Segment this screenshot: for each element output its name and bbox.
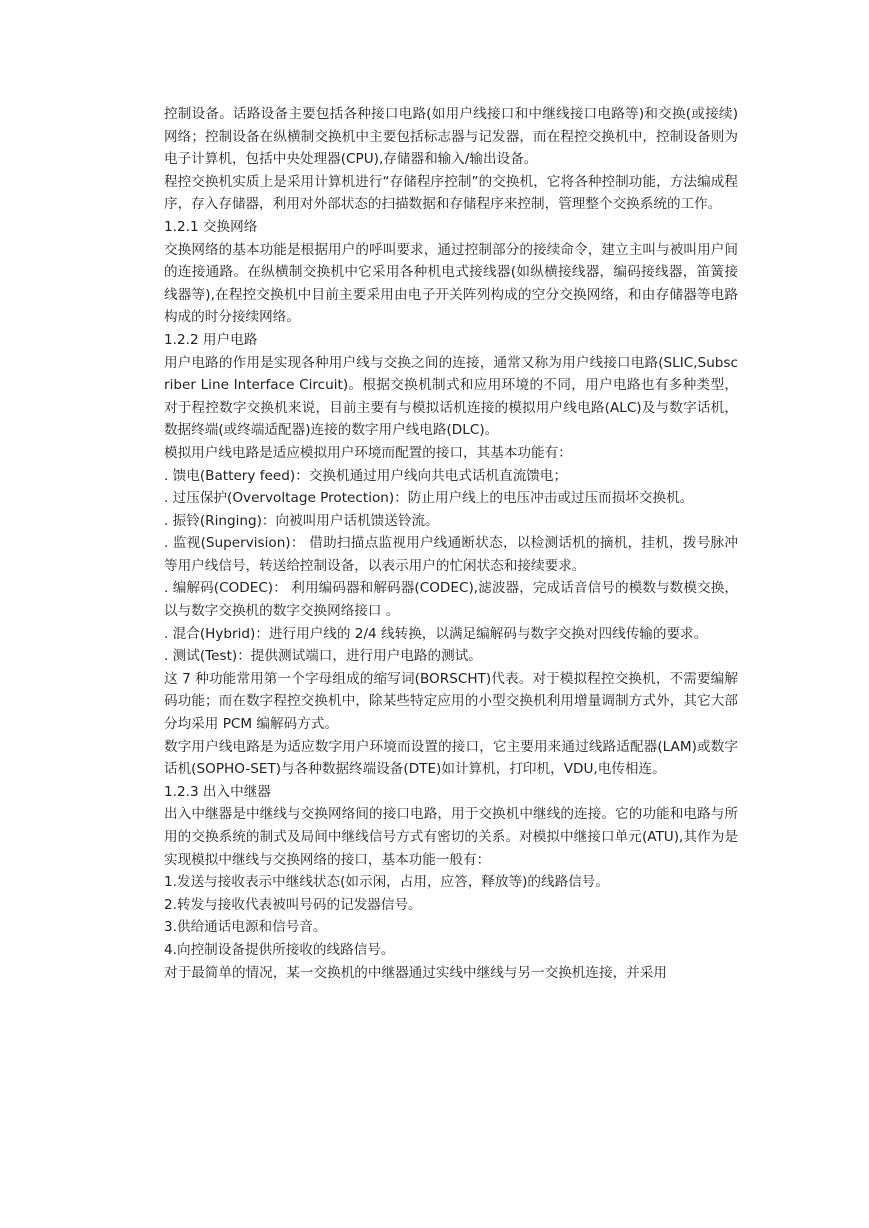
list-item-battery-feed: . 馈电(Battery feed)：交换机通过用户线向共电式话机直流馈电； [164, 467, 568, 484]
list-item-supervision: . 监视(Supervision)： 借助扫描点监视用户线通断状态，以检测话机的摘机，挂机，拨号脉冲等用户线信号，转送给控制设备，以表示用户的忙闲状态和接续要求。 [164, 535, 738, 574]
paragraph-borscht: 这 7 种功能常用第一个字母组成的缩写词(BORSCHT)代表。对于模拟程控交换机，不需要编解码功能；而在数字程控交换机中，除某些特定应用的小型交换机利用增量调制方式外，其它大部分均采用 PCM 编解码方式。 [164, 670, 738, 733]
heading-subscriber-circuit: 1.2.2 用户电路 [164, 331, 258, 348]
paragraph-simple-case: 对于最简单的情况，某一交换机的中继器通过实线中继线与另一交换机连接，并采用 [164, 964, 667, 981]
list-item-hybrid: . 混合(Hybrid)：进行用户线的 2/4 线转换，以满足编解码与数字交换对四线传输的要求。 [164, 625, 708, 642]
list-item-trunk-3: 3.供给通话电源和信号音。 [164, 919, 327, 936]
paragraph-analog-line-intro: 模拟用户线电路是适应模拟用户环境而配置的接口，其基本功能有： [164, 444, 572, 461]
paragraph-control-devices: 控制设备。话路设备主要包括各种接口电路(如用户线接口和中继线接口电路等)和交换(或接续)网络；控制设备在纵横制交换机中主要包括标志器与记发器，而在程控交换机中，控制设备则为电子计算机，包括中央处理器(CPU),存储器和输入/输出设备。 [164, 106, 738, 168]
list-item-codec: . 编解码(CODEC)： 利用编码器和解码器(CODEC),滤波器，完成话音信号的模数与数模交换，以与数字交换机的数字交换网络接口 。 [164, 580, 738, 620]
heading-trunk: 1.2.3 出入中继器 [164, 783, 271, 800]
list-item-trunk-2: 2.转发与接收代表被叫号码的记发器信号。 [164, 896, 422, 913]
list-item-overvoltage: . 过压保护(Overvoltage Protection)：防止用户线上的电压冲击或过压而损坏交换机。 [164, 490, 694, 507]
list-item-trunk-1: 1.发送与接收表示中继线状态(如示闲，占用，应答，释放等)的线路信号。 [164, 874, 609, 891]
list-item-ringing: . 振铃(Ringing)：向被叫用户话机馈送铃流。 [164, 512, 439, 529]
paragraph-subscriber-circuit: 用户电路的作用是实现各种用户线与交换之间的连接，通常又称为用户线接口电路(SLIC,Subscriber Line Interface Circuit)。根据交换机制式和应用环境的不同，用户电路也有多种类型，对于程控数字交换机来说，目前主要有与模拟话机连接的模拟用户线电路(ALC)及与数字话机，数据终端(或终端适配器)连接的数字用户线电路(DLC)。 [164, 354, 738, 439]
paragraph-switching-network: 交换网络的基本功能是根据用户的呼叫要求，通过控制部分的接续命令，建立主叫与被叫用户间的连接通路。在纵横制交换机中它采用各种机电式接线器(如纵横接线器，编码接线器，笛簧接线器等),在程控交换机中目前主要采用由电子开关阵列构成的空分交换网络，和由存储器等电路构成的时分接续网络。 [164, 241, 738, 326]
list-item-trunk-4: 4.向控制设备提供所接收的线路信号。 [164, 941, 395, 958]
paragraph-digital-line: 数字用户线电路是为适应数字用户环境而设置的接口，它主要用来通过线路适配器(LAM)或数字话机(SOPHO-SET)与各种数据终端设备(DTE)如计算机，打印机，VDU,电传相连。 [164, 738, 738, 778]
list-item-test: . 测试(Test)：提供测试端口，进行用户电路的测试。 [164, 648, 482, 665]
document-body [164, 103, 738, 984]
paragraph-trunk: 出入中继器是中继线与交换网络间的接口电路，用于交换机中继线的连接。它的功能和电路与所用的交换系统的制式及局间中继线信号方式有密切的关系。对模拟中继接口单元(ATU),其作为是实现模拟中继线与交换网络的接口，基本功能一般有： [164, 806, 738, 868]
paragraph-stored-program-control: 程控交换机实质上是采用计算机进行“存储程序控制”的交换机，它将各种控制功能，方法编成程序，存入存储器，利用对外部状态的扫描数据和存储程序来控制，管理整个交换系统的工作。 [164, 173, 738, 213]
heading-switching-network: 1.2.1 交换网络 [164, 218, 258, 235]
